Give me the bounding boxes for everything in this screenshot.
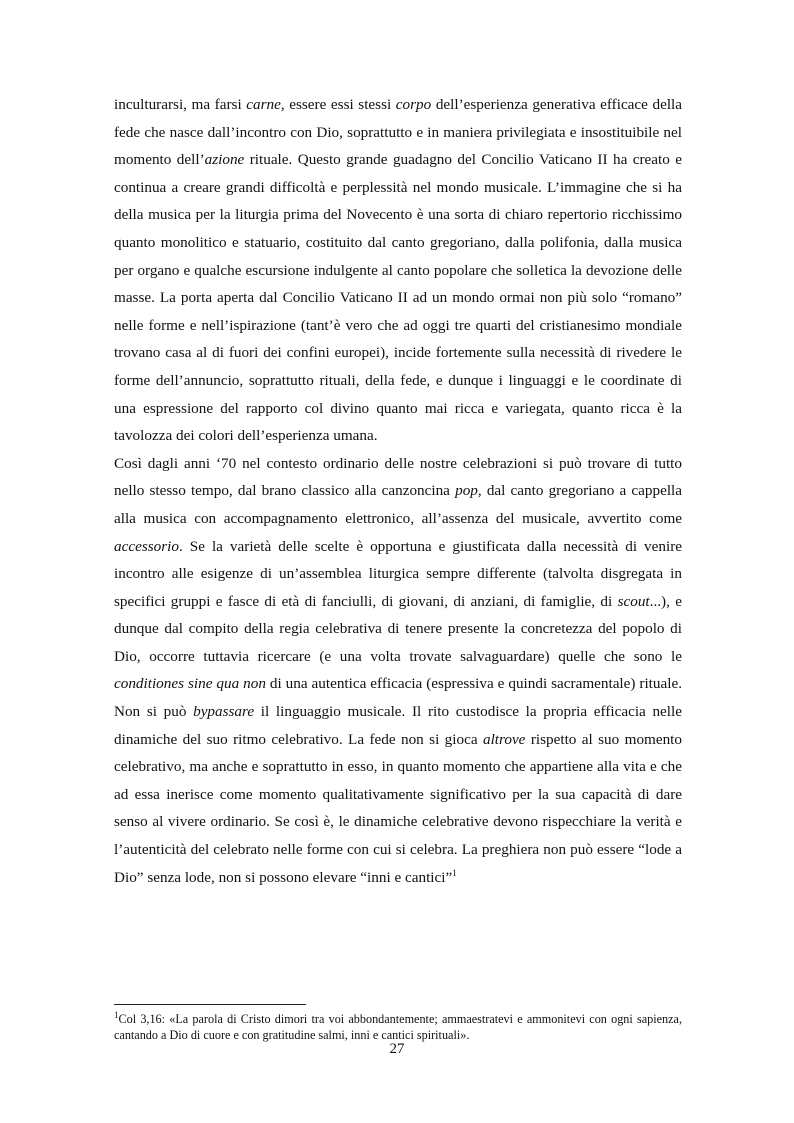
footnote-reference: 1 bbox=[452, 867, 457, 878]
footnote-text: Col 3,16: «La parola di Cristo dimori tra voi abbondantemente; ammaestratevi e ammonitevi con ogni sapienza, cantando a Dio di cuore e con gratitudine salmi, inni e cantici spirituali». bbox=[114, 1012, 682, 1042]
page-number: 27 bbox=[389, 1041, 405, 1057]
footnote-separator bbox=[114, 1004, 306, 1005]
paragraph-2 bbox=[114, 450, 682, 892]
italic-text: altrove bbox=[482, 730, 526, 748]
text-run: inculturarsi, ma farsi bbox=[114, 96, 247, 113]
text-run: , essere essi stessi bbox=[280, 96, 396, 113]
text-run: Così dagli anni ‘70 nel contesto ordinario delle nostre celebrazioni si può trovare di tutto nello stesso tempo, dal brano classico alla canzoncina bbox=[114, 454, 682, 500]
italic-text: corpo bbox=[395, 96, 432, 113]
footnote-marker: 1 bbox=[114, 1009, 119, 1020]
italic-text: carne bbox=[246, 96, 281, 113]
text-run: rispetto al suo momento celebrativo, ma anche e soprattutto in esso, in quanto momento che appartiene alla vita e che ad essa inerisce come momento qualitativamente significativo per la sua capacità di dare senso al vivere ordinario. Se così è, le dinamiche celebrative devono rispecchiare la verità e l’autenticità del celebrato nelle forme con cui si celebra. La preghiera non può essere “lode a Dio” senza lode, non si possono elevare “inni e cantici” bbox=[114, 730, 682, 886]
footnote bbox=[114, 1009, 682, 1043]
text-run: , dal canto gregoriano a cappella alla musica con accompagnamento elettronico, all’assenza del musicale, avvertito come bbox=[114, 482, 683, 527]
text-run: di una autentica efficacia (espressiva e quindi sacramentale) rituale. Non si può bbox=[114, 675, 682, 721]
italic-text: conditiones sine qua non bbox=[114, 675, 266, 693]
italic-text: azione bbox=[204, 151, 245, 169]
italic-text: bypassare bbox=[193, 703, 255, 721]
italic-text: accessorio bbox=[114, 537, 179, 555]
text-run: ...), e dunque dal compito della regia celebrativa di tenere presente la concretezza del popolo di Dio, occorre tuttavia ricercare (e una volta trovate salvaguardare) quelle che sono le bbox=[114, 592, 682, 665]
paragraph-1 bbox=[114, 91, 682, 450]
italic-text: pop bbox=[455, 482, 478, 500]
italic-text: scout bbox=[617, 592, 650, 610]
text-run: il linguaggio musicale. Il rito custodisce la propria efficacia nelle dinamiche del suo ritmo celebrativo. La fede non si gioca bbox=[114, 703, 682, 748]
body-text bbox=[114, 91, 682, 891]
text-run: . Se la varietà delle scelte è opportuna e giustificata dalla necessità di venire incontro alle esigenze di un’assemblea liturgica sempre differente (talvolta disgregata in specifici gruppi e fasce di età di fanciulli, di giovani, di anziani, di famiglie, di bbox=[114, 537, 682, 610]
text-run: dell’esperienza generativa efficace della fede che nasce dall’incontro con Dio, soprattutto e in maniera privilegiata e insostituibile nel momento dell’ bbox=[114, 96, 683, 169]
text-run: rituale. Questo grande guadagno del Concilio Vaticano II ha creato e continua a creare grandi difficoltà e perplessità nel mondo musicale. L’immagine che si ha della musica per la liturgia prima del Novecento è una sorta di chiaro repertorio ricchissimo quanto monolitico e statuario, costituito dal canto gregoriano, dalla polifonia, dalla musica per organo e qualche escursione indulgente al canto popolare che solletica la devozione delle masse. La porta aperta dal Concilio Vaticano II ad un mondo ormai non più solo “romano” nelle forme e nell’ispirazione (tant’è vero che ad oggi tre quarti del cristianesimo mondiale trovano casa al di fuori dei confini europei), incide fortemente sulla necessità di rivedere le forme dell’annuncio, soprattutto rituali, della fede, e dunque i linguaggi e le coordinate di una espressione del rapporto col divino quanto mai ricca e variegata, quanto ricca è la tavolozza dei colori dell’esperienza umana. bbox=[114, 151, 682, 445]
